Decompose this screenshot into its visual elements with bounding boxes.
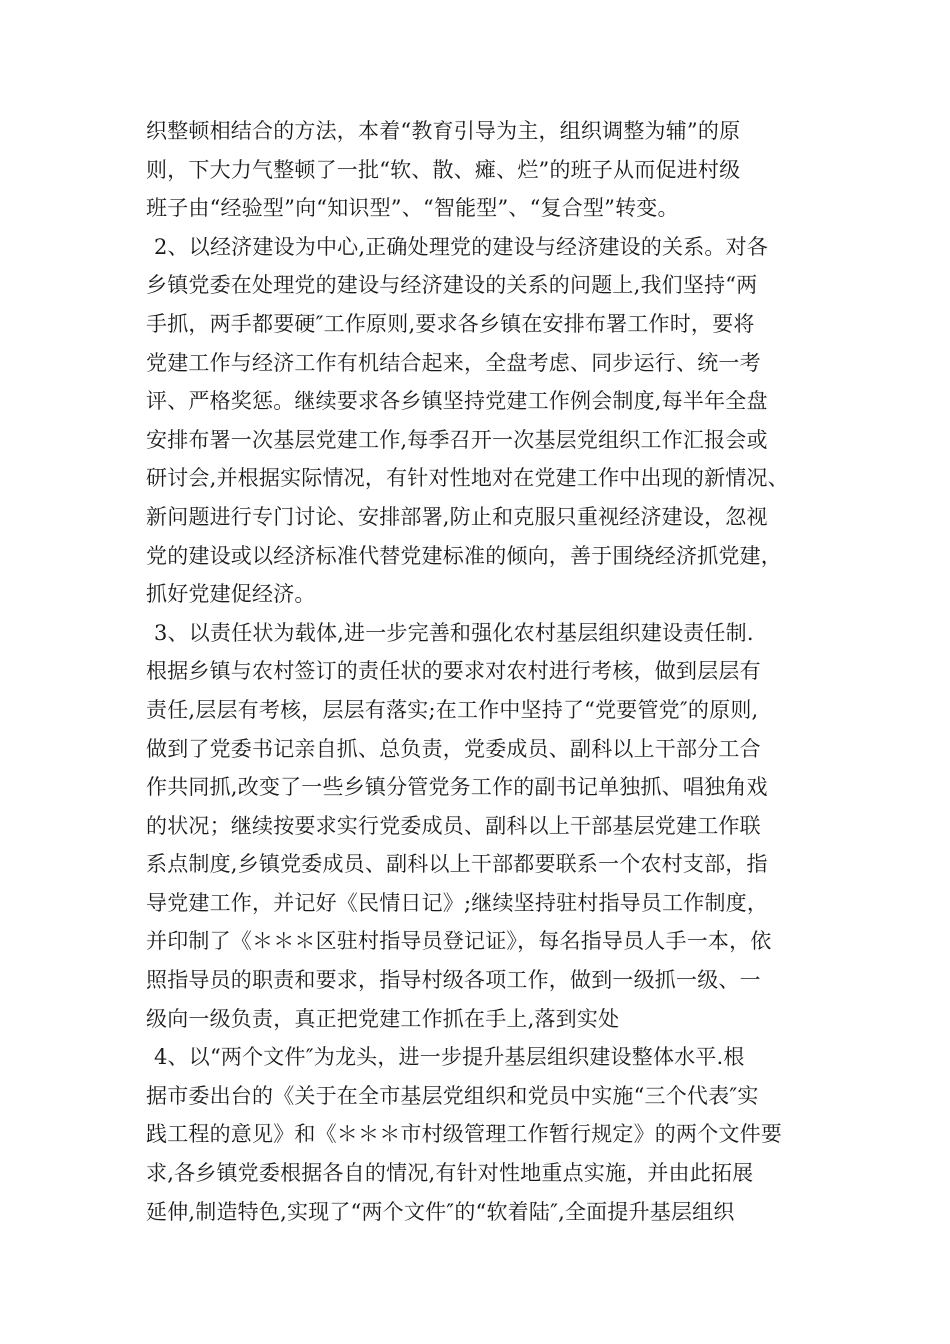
text-line: 系点制度,乡镇党委成员、副科以上干部都要联系一个农村支部，指 xyxy=(146,852,768,877)
paragraph-start-line: 4、以“两个文件″为龙头，进一步提升基层组织建设整体水平.根 xyxy=(154,1045,745,1070)
text-line: 则，下大力气整顿了一批“软、散、瘫、烂”的班子从而促进村级 xyxy=(146,157,741,182)
text-line: 新问题进行专门讨论、安排部署,防止和克服只重视经济建设，忽视 xyxy=(146,504,768,529)
text-line: 织整顿相结合的方法，本着“教育引导为主，组织调整为辅”的原 xyxy=(146,119,741,143)
text-line: 手抓，两手都要硬″工作原则,要求各乡镇在安排布署工作时，要将 xyxy=(146,311,755,336)
text-line: 评、严格奖惩。继续要求各乡镇坚持党建工作例会制度,每半年全盘 xyxy=(146,389,768,414)
text-line: 延伸,制造特色,实现了“两个文件″的“软着陆″,全面提升基层组织 xyxy=(146,1199,735,1224)
text-line: 作共同抓,改变了一些乡镇分管党务工作的副书记单独抓、唱独角戏 xyxy=(146,775,768,800)
text-line: 的状况；继续按要求实行党委成员、副科以上干部基层党建工作联 xyxy=(146,813,761,838)
text-line: 乡镇党委在处理党的建设与经济建设的关系的问题上,我们坚持“两 xyxy=(146,273,758,298)
text-line: 研讨会,并根据实际情况，有针对性地对在党建工作中出现的新情况、 xyxy=(146,466,789,491)
document-body xyxy=(146,112,806,1231)
text-line: 导党建工作，并记好《民情日记》;继续坚持驻村指导员工作制度， xyxy=(146,890,769,915)
text-line: 责任,层层有考核，层层有落实;在工作中坚持了“党要管党″的原则, xyxy=(146,697,759,722)
text-line: 党的建设或以经济标准代替党建标准的倾向，善于围绕经济抓党建， xyxy=(146,543,782,568)
text-line: 班子由“经验型”向“知识型”、“智能型”、“复合型”转变。 xyxy=(146,196,679,221)
text-line: 抓好党建促经济。 xyxy=(146,582,316,607)
text-line: 做到了党委书记亲自抓、总负责，党委成员、副科以上干部分工合 xyxy=(146,736,761,761)
text-line: 践工程的意见》和《＊＊＊市村级管理工作暂行规定》的两个文件要 xyxy=(146,1122,782,1147)
text-line: 级向一级负责，真正把党建工作抓在手上,落到实处 xyxy=(146,1006,620,1031)
text-line: 并印制了《＊＊＊区驻村指导员登记证》，每名指导员人手一本，依 xyxy=(146,929,772,954)
paragraph-start-line: 3、以责任状为载体,进一步完善和强化农村基层组织建设责任制. xyxy=(154,620,754,645)
text-line: 照指导员的职责和要求，指导村级各项工作，做到一级抓一级、一 xyxy=(146,968,761,993)
text-line: 根据乡镇与农村签订的责任状的要求对农村进行考核，做到层层有 xyxy=(146,659,761,684)
text-line: 求,各乡镇党委根据各自的情况,有针对性地重点实施，并由此拓展 xyxy=(146,1161,754,1186)
text-line: 据市委出台的《关于在全市基层党组织和党员中实施“三个代表″实 xyxy=(146,1083,759,1108)
text-line: 安排布署一次基层党建工作,每季召开一次基层党组织工作汇报会或 xyxy=(146,427,768,452)
text-line: 党建工作与经济工作有机结合起来，全盘考虑、同步运行、统一考 xyxy=(146,350,761,375)
paragraph-start-line: 2、以经济建设为中心,正确处理党的建设与经济建设的关系。对各 xyxy=(154,234,769,259)
